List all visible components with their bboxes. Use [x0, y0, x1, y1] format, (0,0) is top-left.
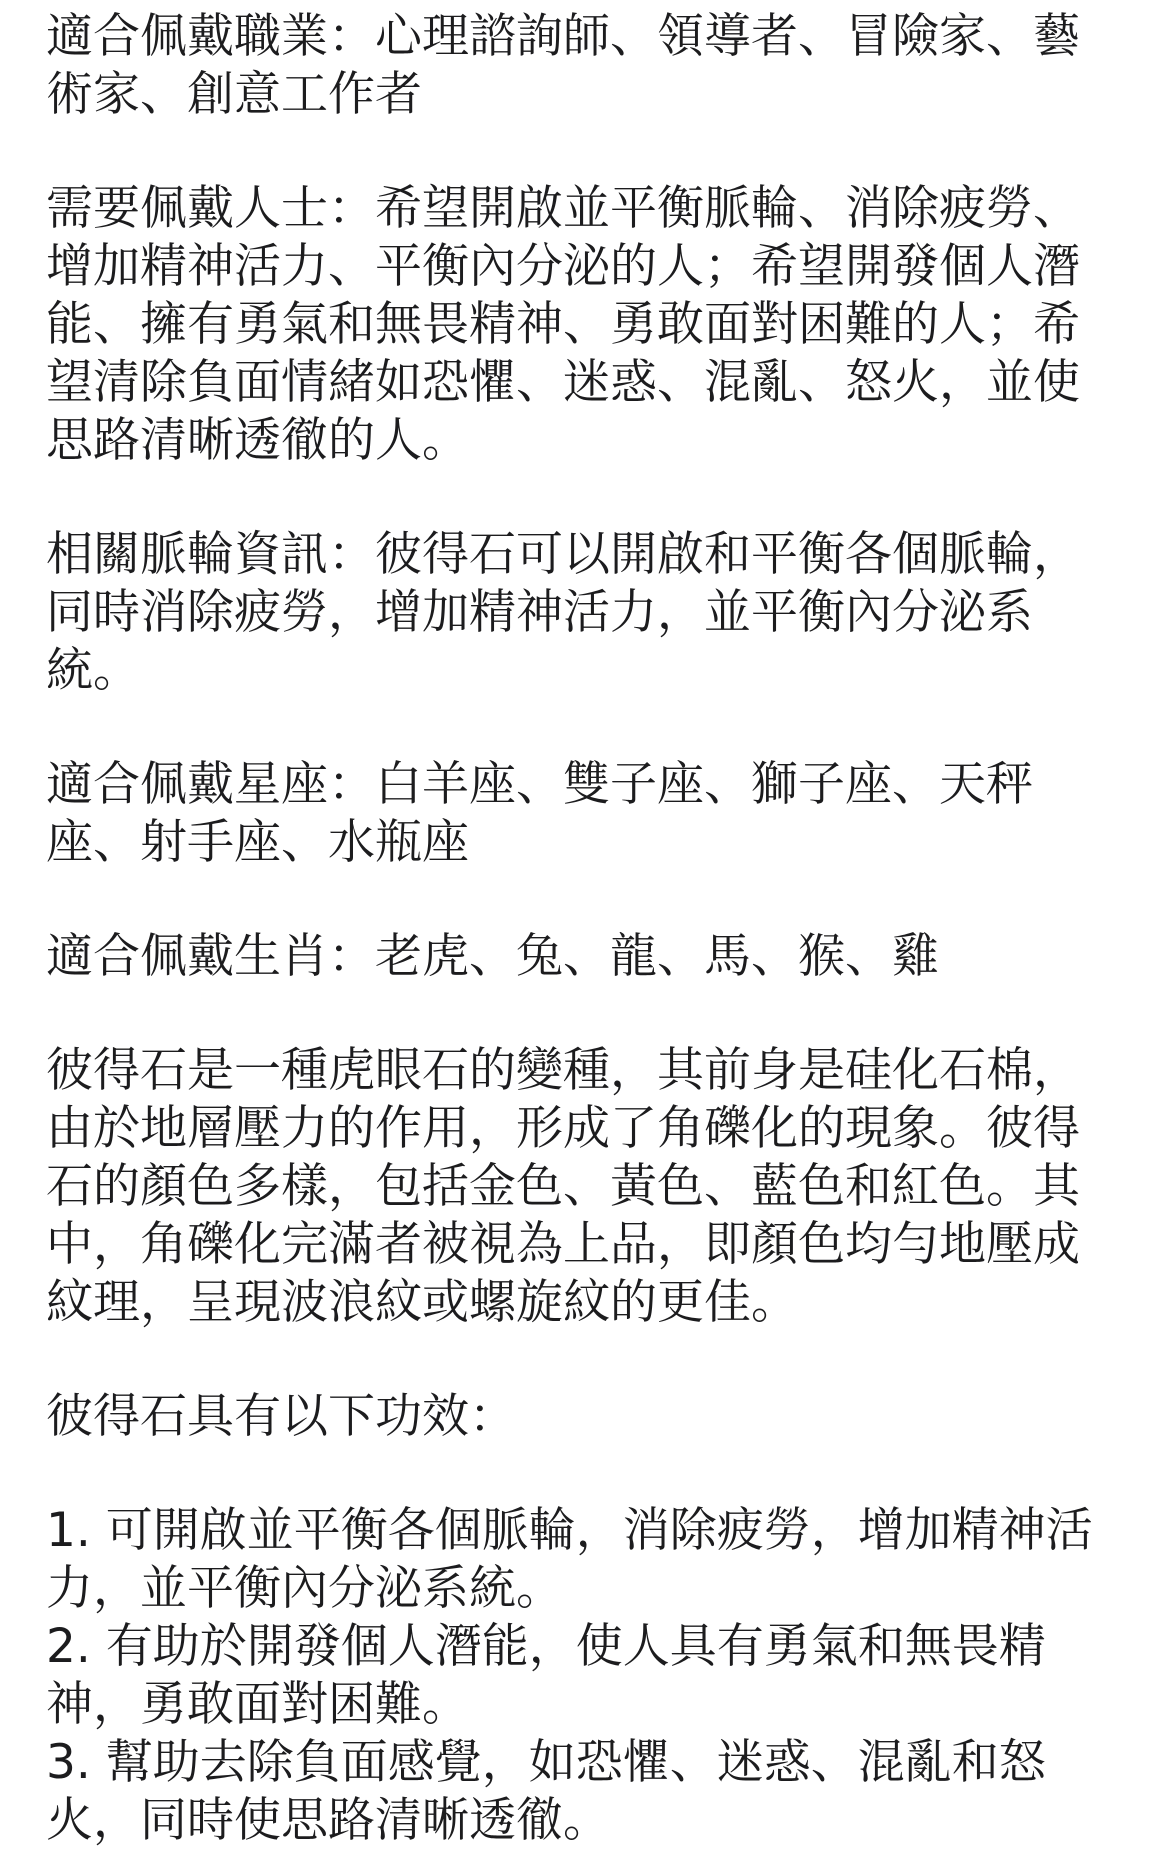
list-item: 3. 幫助去除負面感覺，如恐懼、迷惑、混亂和怒火，同時使思路清晰透徹。: [46, 1735, 1046, 1848]
spacer: [46, 124, 1124, 180]
paragraph-zodiac: 適合佩戴星座：白羊座、雙子座、獅子座、天秤座、射手座、水瓶座: [46, 757, 1033, 870]
spacer: [46, 700, 1124, 756]
spacer: [46, 986, 1124, 1042]
paragraph-careers: 適合佩戴職業：心理諮詢師、領導者、冒險家、藝術家、創意工作者: [46, 9, 1080, 122]
spacer: [46, 1332, 1124, 1388]
paragraph-chakra: 相關脈輪資訊：彼得石可以開啟和平衡各個脈輪，同時消除疲勞，增加精神活力，並平衡內分泌系統。: [46, 527, 1080, 698]
spacer: [46, 470, 1124, 526]
paragraph-chinese-zodiac: 適合佩戴生肖：老虎、兔、龍、馬、猴、雞: [46, 929, 939, 984]
paragraph-people: 需要佩戴人士：希望開啟並平衡脈輪、消除疲勞、增加精神活力、平衡內分泌的人；希望開發個人潛能、擁有勇氣和無畏精神、勇敢面對困難的人；希望清除負面情緒如恐懼、迷惑、混亂、怒火，並使思路清晰透徹的人。: [46, 181, 1080, 468]
benefits-list: [46, 1502, 1124, 1850]
list-item: 2. 有助於開發個人潛能，使人具有勇氣和無畏精神，勇敢面對困難。: [46, 1619, 1046, 1732]
list-item: 1. 可開啟並平衡各個脈輪，消除疲勞，增加精神活力，並平衡內分泌系統。: [46, 1503, 1093, 1616]
paragraph-benefits-intro: 彼得石具有以下功效：: [46, 1389, 516, 1444]
spacer: [46, 872, 1124, 928]
spacer: [46, 1446, 1124, 1502]
paragraph-description: 彼得石是一種虎眼石的變種，其前身是硅化石棉，由於地層壓力的作用，形成了角礫化的現象。彼得石的顏色多樣，包括金色、黃色、藍色和紅色。其中，角礫化完滿者被視為上品，即顏色均勻地壓成紋理，呈現波浪紋或螺旋紋的更佳。: [46, 1043, 1080, 1330]
